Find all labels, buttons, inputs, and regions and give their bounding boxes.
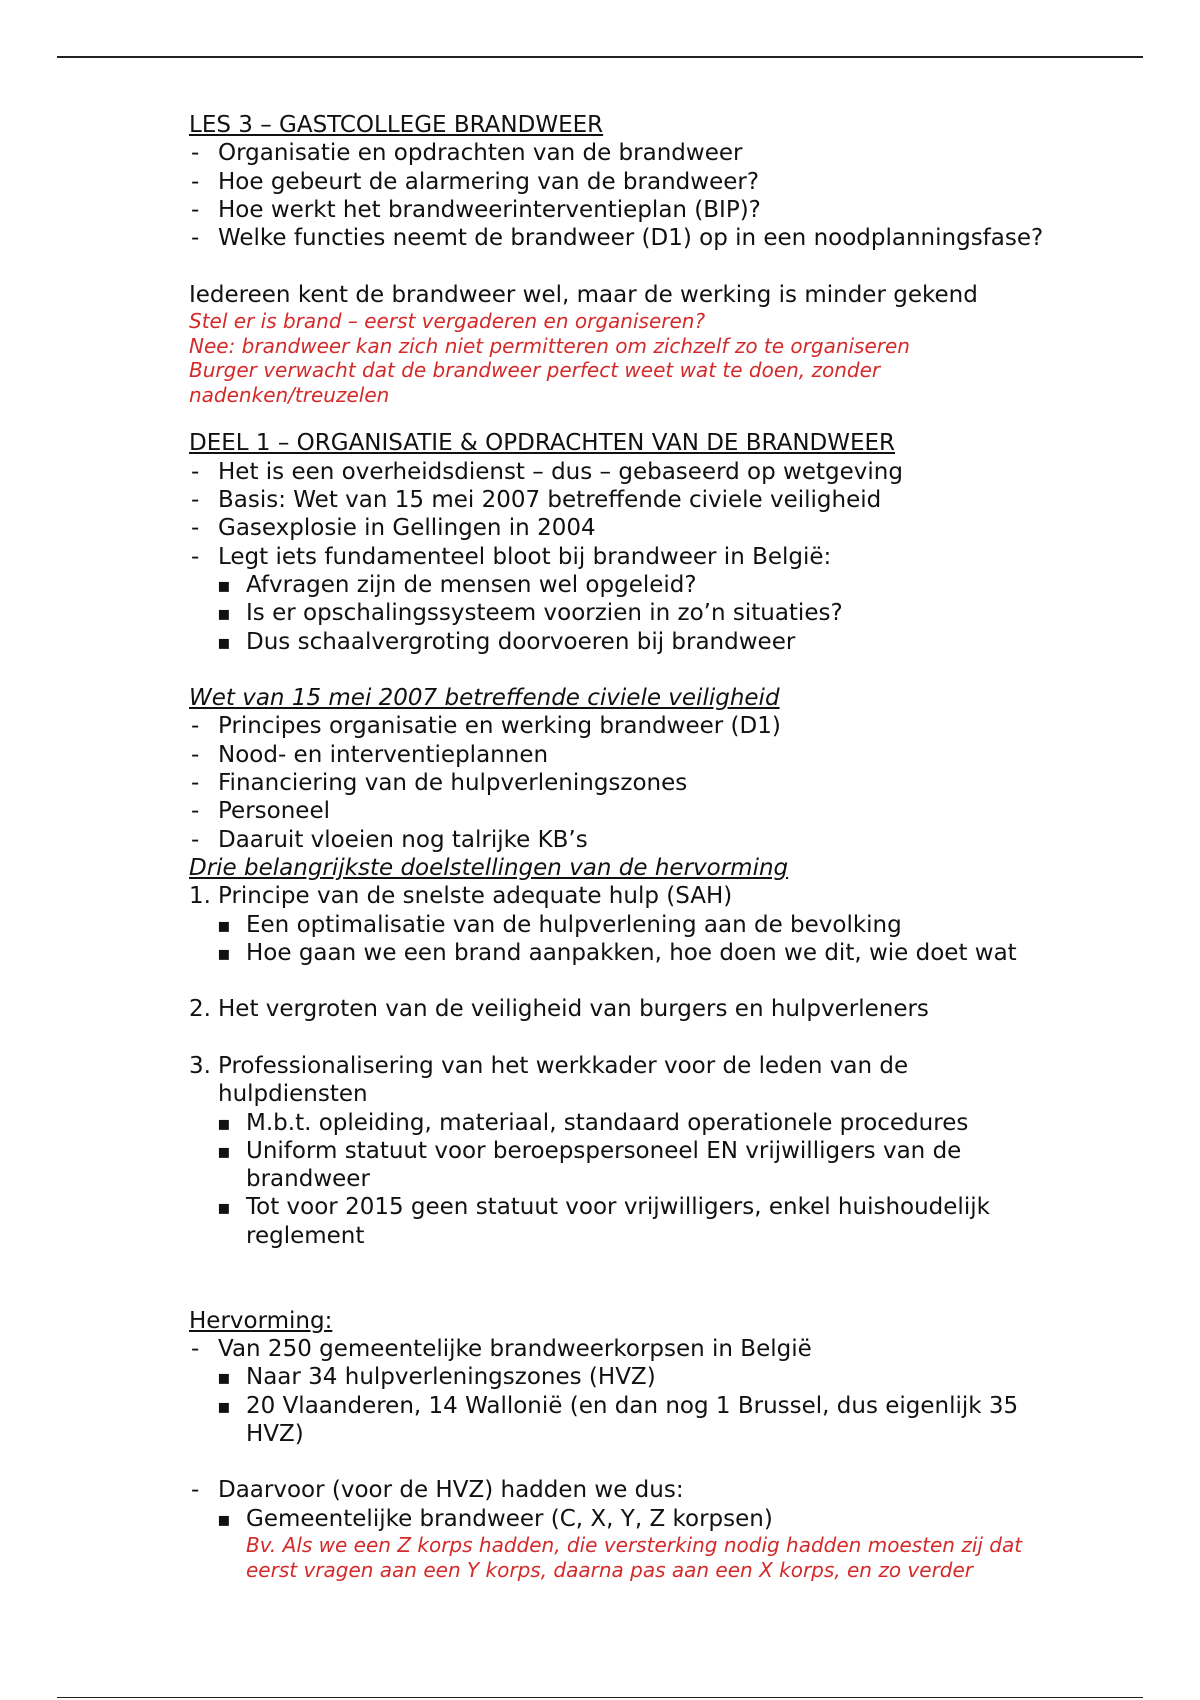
list-item: - Welke functies neemt de brandweer (D1) op in een noodplanningsfase? <box>189 224 1109 252</box>
numbered-item-3 <box>189 1052 978 1109</box>
numbered-item-2 <box>189 995 1109 1023</box>
section-title-wet: Wet van 15 mei 2007 betreffende civiele veiligheid <box>189 685 780 712</box>
red-note: nadenken/treuzelen <box>189 382 390 407</box>
section-title-deel1: DEEL 1 – ORGANISATIE & OPDRACHTEN VAN DE BRANDWEER <box>189 430 896 457</box>
item-number: 2. <box>189 996 211 1023</box>
section-title-doelstellingen: Drie belangrijkste doelstellingen van de hervorming <box>189 854 789 881</box>
list-item: - Hoe gebeurt de alarmering van de brandweer? <box>189 168 1109 196</box>
list-item: - Van 250 gemeentelijke brandweerkorpsen in België <box>189 1335 1109 1363</box>
item-text: Principe van de snelste adequate hulp (SAH) <box>218 883 733 910</box>
sub-list-item: ▪ Uniform statuut voor beroepspersoneel EN vrijwilligers van de brandweer <box>189 1137 1026 1194</box>
list-item: - Nood- en interventieplannen <box>189 741 1109 769</box>
list-item: - Daaruit vloeien nog talrijke KB’s <box>189 826 1109 854</box>
sub-list-item: ▪ 20 Vlaanderen, 14 Wallonië (en dan nog 1 Brussel, dus eigenlijk 35 HVZ) <box>189 1392 1076 1449</box>
sub-list-item: ▪ Is er opschalingssysteem voorzien in zo’n situaties? <box>189 599 1109 627</box>
red-note: Burger verwacht dat de brandweer perfect weet wat te doen, zonder <box>189 358 881 383</box>
sub-list-item: ▪ Een optimalisatie van de hulpverlening aan de bevolking <box>189 911 1109 939</box>
list-item: - Gasexplosie in Gellingen in 2004 <box>189 514 1109 542</box>
section-title-hervorming: Hervorming: <box>189 1307 333 1334</box>
sub-list-item: ▪ Hoe gaan we een brand aanpakken, hoe doen we dit, wie doet wat <box>189 939 1109 967</box>
red-note: Bv. Als we een Z korps hadden, die versterking nodig hadden moesten zij dat <box>246 1533 1023 1558</box>
item-text: Het vergroten van de veiligheid van burgers en hulpverleners <box>218 996 929 1023</box>
intro-text: Iedereen kent de brandweer wel, maar de werking is minder gekend <box>189 281 978 308</box>
sub-list-item: ▪ Afvragen zijn de mensen wel opgeleid? <box>189 571 1109 599</box>
list-item: - Organisatie en opdrachten van de brandweer <box>189 139 1109 167</box>
list-item: - Het is een overheidsdienst – dus – gebaseerd op wetgeving <box>189 458 1109 486</box>
item-text: Professionalisering van het werkkader voor de leden van de hulpdiensten <box>218 1052 909 1108</box>
item-number: 3. <box>189 1052 211 1079</box>
footer-rule <box>57 1697 1143 1698</box>
list-item: - Personeel <box>189 797 1109 825</box>
sub-list-item: ▪ Gemeentelijke brandweer (C, X, Y, Z korpsen) <box>189 1505 1109 1533</box>
red-note: Nee: brandweer kan zich niet permitteren om zichzelf zo te organiseren <box>189 333 910 358</box>
list-item: - Principes organisatie en werking brandweer (D1) <box>189 712 1109 740</box>
document-body <box>189 111 1109 1582</box>
list-item: - Daarvoor (voor de HVZ) hadden we dus: <box>189 1476 1109 1504</box>
sub-list-item: ▪ M.b.t. opleiding, materiaal, standaard operationele procedures <box>189 1109 1109 1137</box>
red-note: eerst vragen aan een Y korps, daarna pas aan een X korps, en zo verder <box>246 1557 974 1582</box>
list-item: - Legt iets fundamenteel bloot bij brandweer in België: <box>189 543 1109 571</box>
sub-list-item: ▪ Naar 34 hulpverleningszones (HVZ) <box>189 1363 1109 1391</box>
numbered-item-1 <box>189 882 1109 910</box>
list-item: - Financiering van de hulpverleningszones <box>189 769 1109 797</box>
header-rule <box>57 56 1143 58</box>
list-item: - Basis: Wet van 15 mei 2007 betreffende civiele veiligheid <box>189 486 1109 514</box>
sub-list-item: ▪ Dus schaalvergroting doorvoeren bij brandweer <box>189 628 1109 656</box>
section-title-les3: LES 3 – GASTCOLLEGE BRANDWEER <box>189 112 604 138</box>
item-number: 1. <box>189 883 211 910</box>
list-item: - Hoe werkt het brandweerinterventieplan (BIP)? <box>189 196 1109 224</box>
sub-list-item: ▪ Tot voor 2015 geen statuut voor vrijwilligers, enkel huishoudelijk reglement <box>189 1193 1046 1250</box>
red-note: Stel er is brand – eerst vergaderen en organiseren? <box>189 309 706 334</box>
